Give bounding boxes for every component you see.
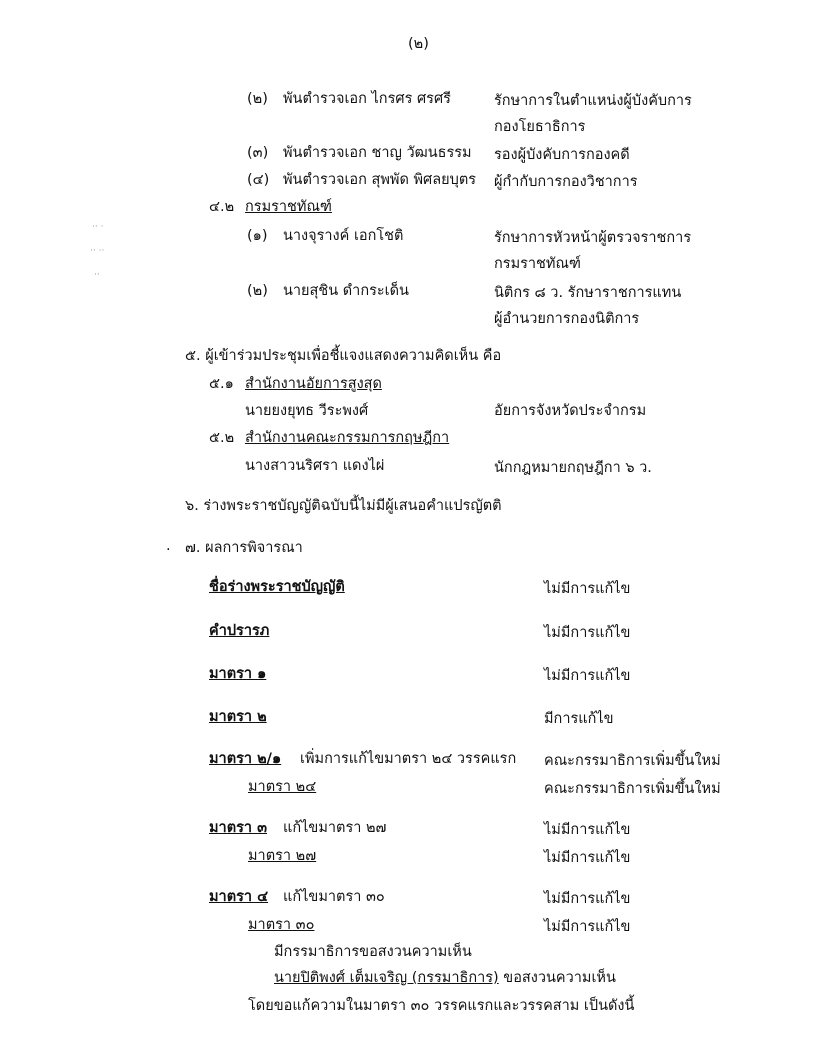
official-name: พันตำรวจเอก สุพพัด พิศลยบุตร	[283, 172, 477, 188]
margin-mark: .	[166, 538, 171, 554]
preamble-label: คำปรารภ	[209, 623, 270, 639]
subsection-title: กรมราชทัณฑ์	[245, 199, 332, 215]
official-role: ผู้กำกับการกองวิชาการ	[494, 174, 638, 190]
bill-title-label: ชื่อร่างพระราชบัญญัติ	[209, 579, 345, 595]
section-heading: ๖. ร่างพระราชบัญญัติฉบับนี้ไม่มีผู้เสนอคำแปรญัตติ	[185, 498, 502, 514]
reservation-note: มีกรรมาธิการขอสงวนความเห็น	[274, 944, 472, 960]
reservation-text: ขอสงวนความเห็น	[503, 970, 616, 986]
official-name: พันตำรวจเอก ชาญ วัฒนธรรม	[283, 145, 472, 161]
section-label: มาตรา ๒/๑	[209, 751, 282, 767]
reservation-detail: โดยขอแก้ความในมาตรา ๓๐ วรรคแรกและวรรคสาม เป็นดังนี้	[248, 998, 635, 1014]
official-role: รองผู้บังคับการกองคดี	[494, 147, 630, 163]
section-description: แก้ไขมาตรา ๒๗	[283, 820, 387, 836]
section-label: มาตรา ๔	[209, 889, 269, 905]
result-text: ไม่มีการแก้ไข	[544, 581, 631, 597]
subsection-number: ๕.๑	[209, 376, 234, 392]
margin-speck: ·· ·	[92, 222, 104, 232]
official-name: นายสุชิน ดำกระเด็น	[283, 283, 409, 299]
result-text: ไม่มีการแก้ไข	[544, 625, 631, 641]
section-label: มาตรา ๓	[209, 820, 268, 836]
official-name: นางจุรางค์ เอกโชติ	[283, 228, 404, 244]
subsection-title: สำนักงานอัยการสูงสุด	[245, 376, 382, 392]
amended-section-label: มาตรา ๓๐	[248, 917, 315, 933]
official-index: (๒)	[247, 283, 268, 299]
margin-speck: ··	[94, 270, 100, 280]
section-heading: ๗. ผลการพิจารณา	[185, 540, 303, 556]
amended-section-label: มาตรา ๒๗	[248, 848, 317, 864]
official-role: กรมราชทัณฑ์	[494, 256, 581, 272]
official-index: (๑)	[247, 228, 268, 244]
attendee-name: นางสาวนริศรา แดงไผ่	[245, 458, 385, 474]
attendee-name: นายยงยุทธ วีระพงศ์	[245, 403, 369, 419]
official-name: พันตำรวจเอก ไกรศร ศรศรี	[283, 91, 451, 107]
amended-section-label: มาตรา ๒๔	[248, 779, 317, 795]
result-text: ไม่มีการแก้ไข	[544, 891, 631, 907]
official-index: (๓)	[247, 145, 269, 161]
result-text: ไม่มีการแก้ไข	[544, 919, 631, 935]
official-role: รักษาการในตำแหน่งผู้บังคับการ	[494, 93, 692, 109]
section-label: มาตรา ๒	[209, 709, 267, 725]
subsection-number: ๔.๒	[209, 199, 235, 215]
result-text: ไม่มีการแก้ไข	[544, 822, 631, 838]
result-text: คณะกรรมาธิการเพิ่มขึ้นใหม่	[544, 753, 721, 769]
attendee-role: นักกฎหมายกฤษฎีกา ๖ ว.	[494, 460, 652, 476]
result-text: คณะกรรมาธิการเพิ่มขึ้นใหม่	[544, 781, 721, 797]
official-role: นิติกร ๘ ว. รักษาราชการแทน	[494, 285, 682, 301]
subsection-title: สำนักงานคณะกรรมการกฤษฎีกา	[245, 430, 450, 446]
result-text: ไม่มีการแก้ไข	[544, 850, 631, 866]
official-role: กองโยธาธิการ	[494, 119, 586, 135]
page-number: (๒)	[408, 36, 429, 52]
official-role: ผู้อำนวยการกองนิติการ	[494, 311, 640, 327]
reservation-line	[274, 968, 616, 988]
attendee-role: อัยการจังหวัดประจำกรม	[494, 403, 647, 419]
section-label: มาตรา ๑	[209, 666, 267, 682]
section-description: เพิ่มการแก้ไขมาตรา ๒๔ วรรคแรก	[300, 751, 517, 767]
section-heading: ๕. ผู้เข้าร่วมประชุมเพื่อชี้แจงแสดงความคิดเห็น คือ	[185, 348, 502, 364]
subsection-number: ๕.๒	[209, 430, 235, 446]
official-index: (๔)	[247, 172, 270, 188]
section-description: แก้ไขมาตรา ๓๐	[283, 889, 385, 905]
reservation-member-name: นายปิติพงศ์ เต็มเจริญ (กรรมาธิการ)	[274, 970, 499, 986]
official-role: รักษาการหัวหน้าผู้ตรวจราชการ	[494, 230, 692, 246]
result-text: มีการแก้ไข	[544, 711, 614, 727]
margin-speck: ·· ··	[90, 246, 105, 256]
result-text: ไม่มีการแก้ไข	[544, 668, 631, 684]
official-index: (๒)	[247, 91, 268, 107]
